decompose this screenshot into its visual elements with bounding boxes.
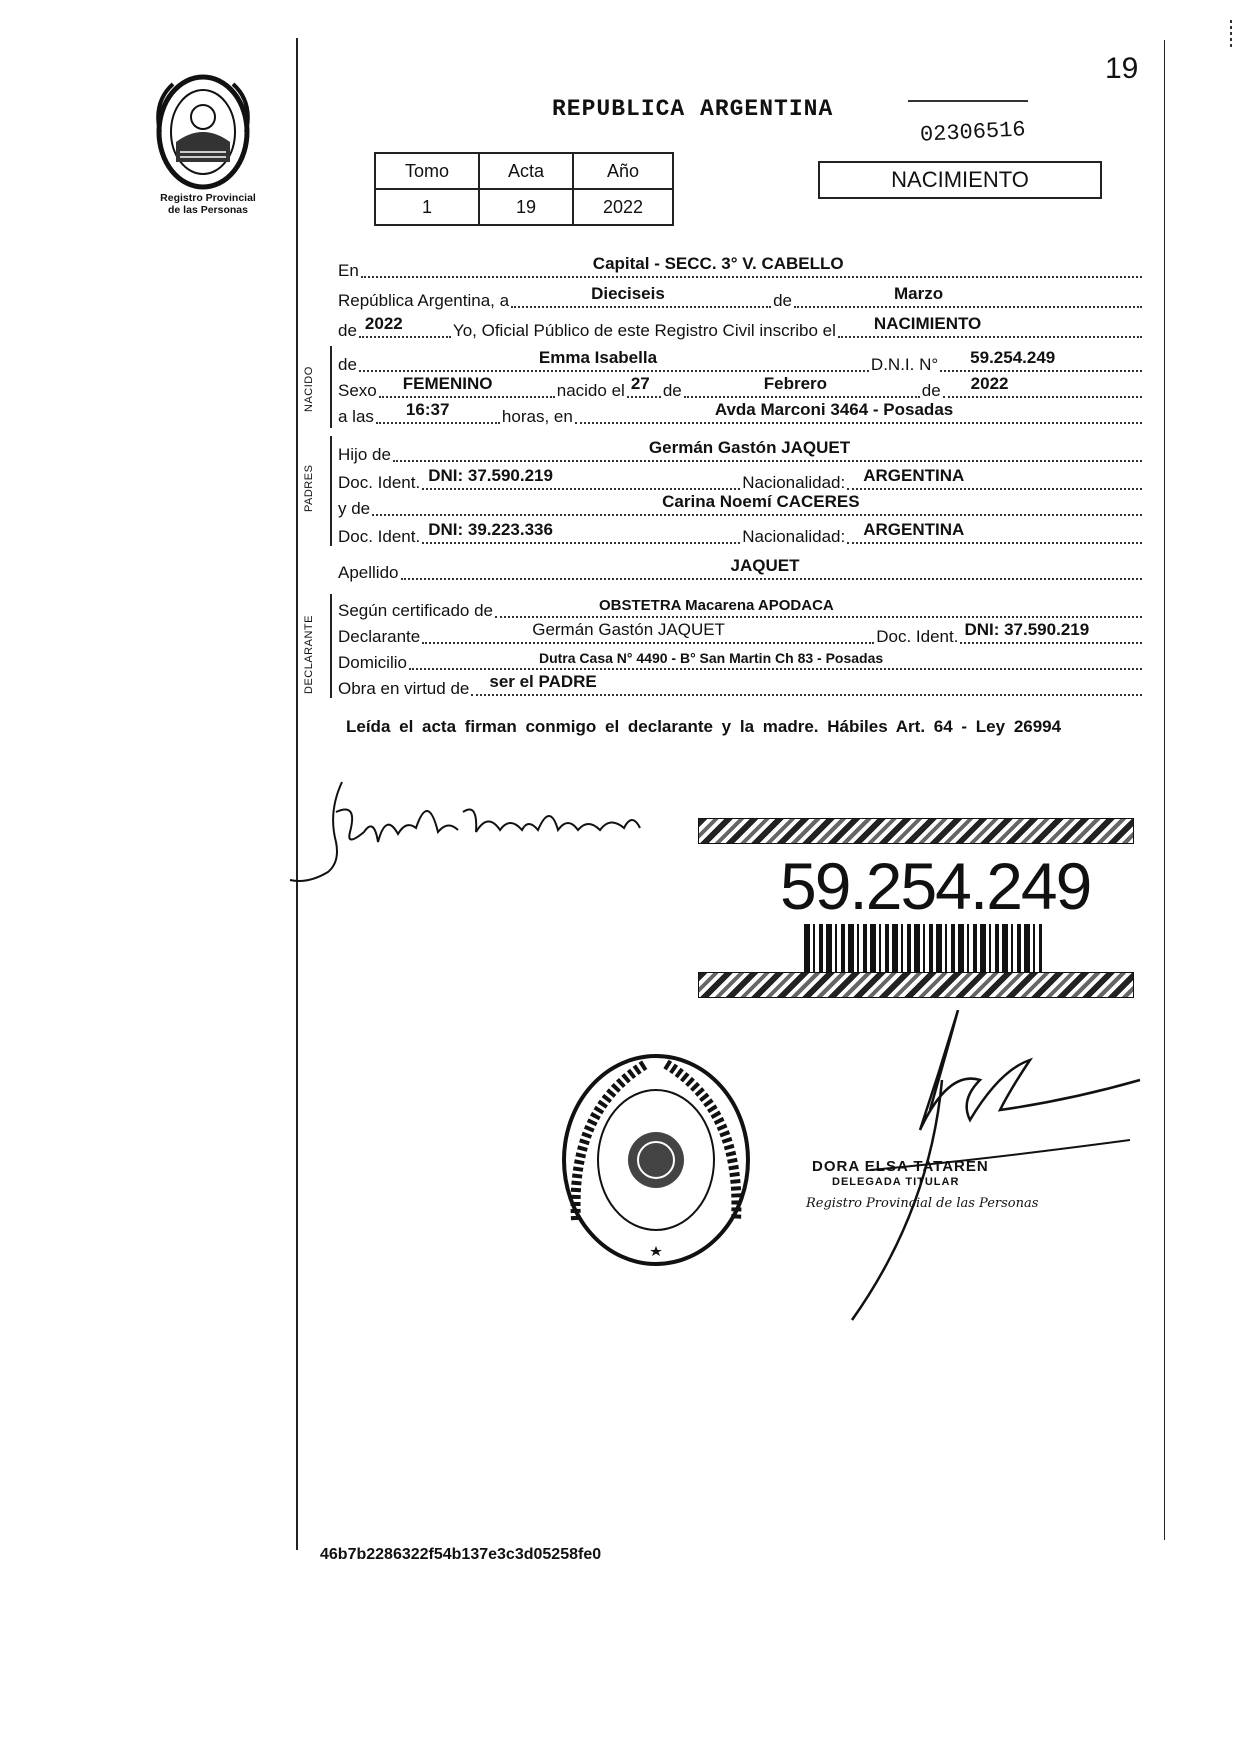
label-yo: Yo, Oficial Público de este Registro Civil inscribo el <box>452 321 836 340</box>
declarante-bracket <box>330 594 332 698</box>
registry-name <box>134 192 282 216</box>
birth-time-value: 16:37 <box>405 400 450 419</box>
label-a-las: a las <box>338 407 374 426</box>
official-title: DELEGADA TITULAR <box>832 1176 960 1188</box>
line-place <box>338 256 1144 282</box>
name-value: Emma Isabella <box>538 348 658 367</box>
book-table <box>374 152 674 226</box>
father-value: Germán Gastón JAQUET <box>648 438 851 457</box>
line-father-doc <box>338 468 1144 494</box>
label-de-3: de <box>338 355 357 374</box>
dni-value: 59.254.249 <box>970 348 1056 367</box>
mother-doc-value: DNI: 39.223.336 <box>428 520 553 539</box>
label-republica: República Argentina, a <box>338 291 510 310</box>
line-mother <box>338 494 1144 520</box>
mother-nat-value: ARGENTINA <box>863 520 965 539</box>
closing-text: Leída el acta firman conmigo el declarante y la madre. Hábiles Art. 64 - Ley 26994 <box>346 717 1062 736</box>
document-hash: 46b7b2286322f54b137e3c3d05258fe0 <box>320 1546 602 1563</box>
label-domicilio: Domicilio <box>338 653 407 672</box>
declarant-doc-value: DNI: 37.590.219 <box>964 620 1090 639</box>
birth-year-value: 2022 <box>970 374 1009 393</box>
section-declarante: DECLARANTE <box>303 615 315 694</box>
book-header-ano: Año <box>573 153 673 189</box>
line-mother-doc <box>338 522 1144 548</box>
book-value-ano: 2022 <box>573 189 673 225</box>
book-value-tomo: 1 <box>375 189 479 225</box>
line-father <box>338 440 1144 466</box>
label-en: En <box>338 261 359 280</box>
place-value: Capital - SECC. 3° V. CABELLO <box>592 254 844 273</box>
label-de-5: de <box>921 381 941 400</box>
label-hijo-de: Hijo de <box>338 445 391 464</box>
reg-year-value: 2022 <box>364 314 403 333</box>
certificate-value: OBSTETRA Macarena APODACA <box>599 597 834 614</box>
barcode-pattern-top <box>698 818 1134 844</box>
line-registration-date <box>338 286 1144 312</box>
reg-month-value: Marzo <box>893 284 944 303</box>
barcode <box>804 924 1042 976</box>
book-header-tomo: Tomo <box>375 153 479 189</box>
official-org: Registro Provincial de las Personas <box>806 1196 1039 1211</box>
barcode-pattern-bottom <box>698 972 1134 998</box>
document-type-box: NACIMIENTO <box>818 161 1102 199</box>
label-sexo: Sexo <box>338 381 377 400</box>
nacido-bracket <box>330 346 332 428</box>
line-certificate <box>338 596 1144 622</box>
label-de-4: de <box>662 381 682 400</box>
line-name <box>338 350 1144 376</box>
country-title: REPUBLICA ARGENTINA <box>552 96 834 122</box>
label-doc-ident: Doc. Ident. <box>338 473 421 492</box>
section-nacido: NACIDO <box>303 366 315 412</box>
act-type-value: NACIMIENTO <box>873 314 982 333</box>
capacity-value: ser el PADRE <box>489 672 597 691</box>
label-doc-ident-3: Doc. Ident. <box>876 627 959 646</box>
padres-bracket <box>330 436 332 546</box>
right-margin-line <box>1164 40 1165 1540</box>
label-nacionalidad: Nacionalidad: <box>742 473 846 492</box>
line-surname <box>338 558 1144 584</box>
reg-day-value: Dieciseis <box>591 284 665 303</box>
declarant-signature <box>288 772 668 892</box>
label-apellido: Apellido <box>338 563 399 582</box>
label-de-2: de <box>338 321 357 340</box>
line-address <box>338 648 1144 674</box>
birth-place-value: Avda Marconi 3464 - Posadas <box>714 400 954 419</box>
registry-name-line2: de las Personas <box>168 204 248 216</box>
serial-mark <box>908 100 1028 102</box>
official-name: DORA ELSA TATAREN <box>812 1158 989 1175</box>
line-capacity <box>338 674 1144 700</box>
label-dni: D.N.I. N° <box>870 355 939 374</box>
registry-logo <box>148 72 266 197</box>
mother-value: Carina Noemí CACERES <box>662 492 860 511</box>
line-declarant <box>338 622 1144 648</box>
declarant-value: Germán Gastón JAQUET <box>532 620 725 639</box>
misiones-seal-icon <box>148 72 258 192</box>
sex-value: FEMENINO <box>402 374 493 393</box>
line-registration-year <box>338 316 1144 342</box>
serial-number: 02306516 <box>919 117 1027 148</box>
label-nacido-el: nacido el <box>556 381 625 400</box>
surname-value: JAQUET <box>730 556 800 575</box>
section-padres: PADRES <box>303 464 315 512</box>
barcode-number: 59.254.249 <box>780 849 1091 923</box>
label-obra: Obra en virtud de <box>338 679 470 698</box>
line-sex-birth <box>338 376 1144 402</box>
registry-name-line1: Registro Provincial <box>160 192 256 204</box>
official-stamp <box>556 1050 756 1270</box>
label-doc-ident-2: Doc. Ident. <box>338 527 421 546</box>
birth-month-value: Febrero <box>763 374 828 393</box>
address-value: Dutra Casa N° 4490 - B° San Martin Ch 83 - Posadas <box>538 650 884 666</box>
page-number: 19 <box>1105 52 1139 85</box>
book-header-acta: Acta <box>479 153 573 189</box>
label-horas-en: horas, en <box>501 407 573 426</box>
father-doc-value: DNI: 37.590.219 <box>428 466 553 485</box>
label-y-de: y de <box>338 499 371 518</box>
father-nat-value: ARGENTINA <box>863 466 965 485</box>
line-time-place <box>338 402 1144 428</box>
scan-mark <box>1230 20 1232 50</box>
label-de: de <box>773 291 792 310</box>
book-value-acta: 19 <box>479 189 573 225</box>
label-segun: Según certificado de <box>338 601 493 620</box>
label-nacionalidad-2: Nacionalidad: <box>742 527 846 546</box>
label-declarante: Declarante <box>338 627 421 646</box>
birth-day-value: 27 <box>630 374 650 393</box>
